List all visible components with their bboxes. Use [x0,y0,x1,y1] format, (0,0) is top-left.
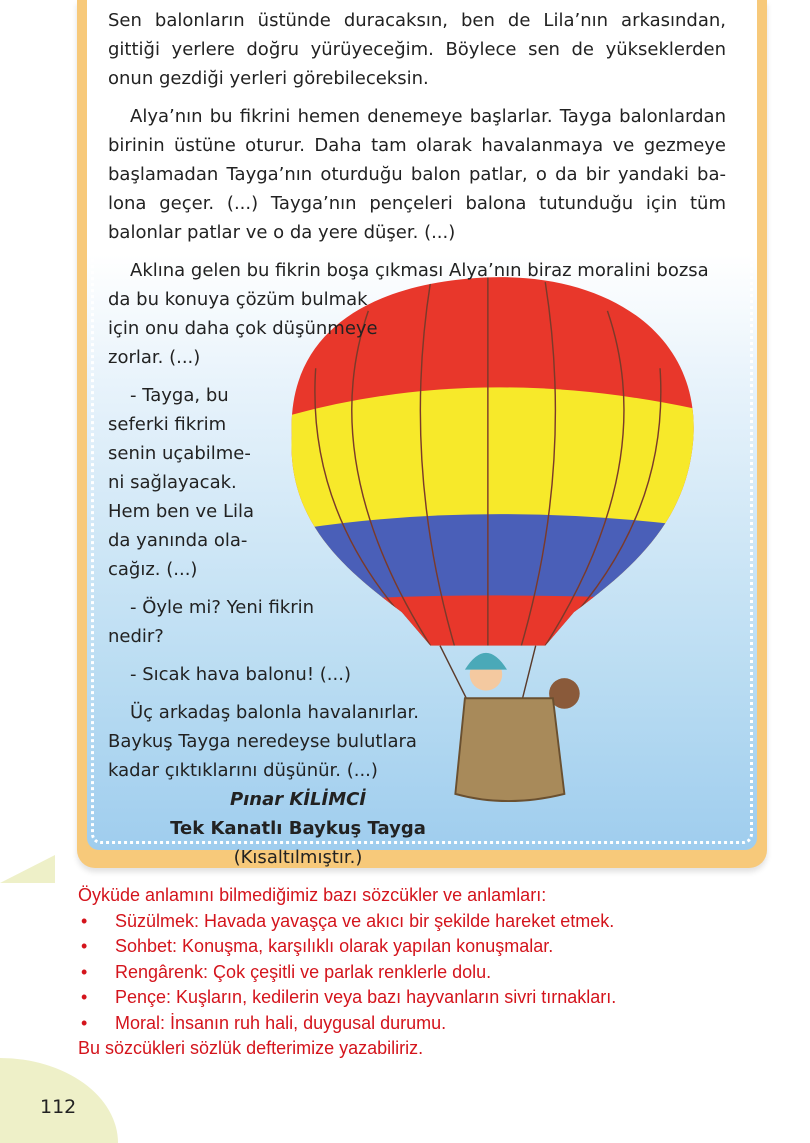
glossary [78,883,778,1062]
story-paragraph: Sen balonların üstünde duracaksın, ben de Lila’nın arkasından, gittiği yerlere doğru yürüyeceğim. Böylece sen de yükseklerden onun gezdiği yerleri görebileceksin. [108,10,726,89]
glossary-item: • Rengârenk: Çok çeşitli ve parlak renklerle dolu. [78,960,778,986]
glossary-outro: Bu sözcükleri sözlük defterimize yazabiliriz. [78,1038,424,1058]
story-paragraph: da bu konuya çözüm bulmak için onu daha çok düşünmeye zorlar. (...) [108,289,378,368]
author-name: Pınar KİLİMCİ [229,789,367,810]
story-paragraph: Üç arkadaş balonla havalanırlar. Baykuş Tayga neredeyse bulutlara kadar çıktıklarını düşünür. (...) [108,702,420,781]
dialogue-line: - Öyle mi? Yeni fikrin nedir? [108,597,315,647]
story-text [108,6,726,872]
glossary-item: • Moral: İnsanın ruh hali, duygusal durumu. [78,1011,778,1037]
corner-decoration [0,855,55,883]
glossary-intro: Öyküde anlamını bilmediğimiz bazı sözcükler ve anlamları: [78,885,547,905]
page-number: 112 [40,1096,77,1118]
abridged-note: (Kısaltılmıştır.) [233,847,363,868]
glossary-item: • Pençe: Kuşların, kedilerin veya bazı hayvanların sivri tırnakları. [78,985,778,1011]
glossary-item: • Süzülmek: Havada yavaşça ve akıcı bir şekilde hareket etmek. [78,909,778,935]
dialogue-line: - Sıcak hava balonu! (...) [130,664,351,685]
story-paragraph: Alya’nın bu fikrini hemen denemeye başlarlar. Tayga balonlardan birinin üstüne oturur. Daha tam olarak havalanmaya ve gezmeye başlamadan Tayga’nın oturduğu balon patlar, o da bir yandaki balona geçer. (...) Tayga’nın pençeleri balona tutunduğu için tüm balonlar patlar ve o da yere düşer. (...) [108,106,726,243]
book-title: Tek Kanatlı Baykuş Tayga [170,818,426,839]
dialogue-line: - Tayga, bu seferki fikrim senin uçabilmeni sağlayacak. Hem ben ve Lila da yanında olacağız. (...) [108,385,255,580]
story-paragraph: Aklına gelen bu fikrin boşa çıkması Alya’nın biraz moralini bozsa [130,260,709,281]
glossary-item: • Sohbet: Konuşma, karşılıklı olarak yapılan konuşmalar. [78,934,778,960]
